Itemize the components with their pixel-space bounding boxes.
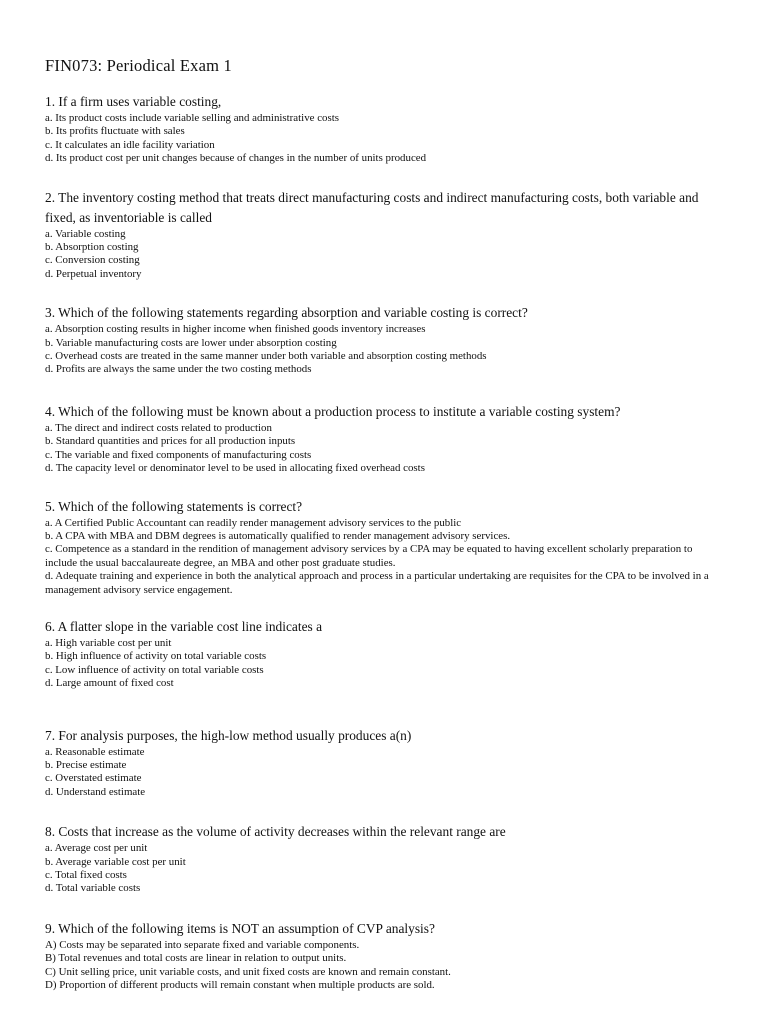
option-b: b. Precise estimate [45, 758, 127, 771]
option-a: a. Variable costing [45, 227, 126, 240]
option-list [45, 517, 728, 597]
option-c: c. Low influence of activity on total variable costs [45, 663, 264, 676]
option-d: d. Total variable costs [45, 882, 141, 895]
option-list [45, 323, 728, 377]
question-6 [45, 617, 728, 691]
question-text: 5. Which of the following statements is correct? [45, 498, 303, 514]
option-b: b. Its profits fluctuate with sales [45, 125, 185, 138]
option-list [45, 422, 728, 476]
option-list [45, 939, 728, 993]
option-b: b. High influence of activity on total variable costs [45, 650, 267, 663]
option-a: a. Average cost per unit [45, 842, 148, 855]
option-list [45, 228, 728, 282]
option-d: d. Profits are always the same under the two costing methods [45, 363, 312, 376]
question-9 [45, 919, 728, 993]
option-list [45, 842, 728, 896]
option-a: a. A Certified Public Accountant can readily render management advisory services to the public [45, 516, 462, 529]
option-c: c. Overstated estimate [45, 772, 142, 785]
option-b: b. Absorption costing [45, 241, 139, 254]
option-c: c. The variable and fixed components of manufacturing costs [45, 448, 312, 461]
question-2 [45, 188, 728, 282]
option-list [45, 746, 728, 800]
question-text: 1. If a firm uses variable costing, [45, 94, 222, 109]
question-text: 3. Which of the following statements regarding absorption and variable costing is correct? [45, 305, 528, 321]
question-7 [45, 726, 728, 800]
option-a: A) Costs may be separated into separate fixed and variable components. [45, 938, 360, 951]
option-d: d. Large amount of fixed cost [45, 677, 174, 690]
option-c: c. It calculates an idle facility variation [45, 138, 215, 151]
option-b: b. Average variable cost per unit [45, 855, 186, 868]
question-text: 7. For analysis purposes, the high-low method usually produces a(n) [45, 727, 412, 743]
option-a: a. Absorption costing results in higher income when finished goods inventory increases [45, 323, 426, 336]
option-c: c. Total fixed costs [45, 869, 127, 881]
option-b: b. Standard quantities and prices for all production inputs [45, 435, 296, 448]
option-a: a. High variable cost per unit [45, 636, 172, 649]
option-d: D) Proportion of different products will remain constant when multiple products are sold. [45, 979, 435, 992]
exam-title: FIN073: Periodical Exam 1 [45, 56, 232, 75]
question-1 [45, 92, 728, 166]
option-list [45, 637, 728, 691]
question-text: 8. Costs that increase as the volume of activity decreases within the relevant range are [45, 824, 506, 840]
option-b: B) Total revenues and total costs are linear in relation to output units. [45, 952, 347, 965]
question-4 [45, 402, 728, 476]
option-c: c. Overhead costs are treated in the same manner under both variable and absorption costing methods [45, 350, 487, 363]
option-b: b. A CPA with MBA and DBM degrees is automatically qualified to render management advisory services. [45, 529, 511, 542]
question-3 [45, 303, 728, 377]
option-d: d. Adequate training and experience in both the analytical approach and process in a particular undertaking are requisites for the CPA to be involved in a management advisory service engagement. [45, 570, 709, 596]
option-a: a. Reasonable estimate [45, 745, 145, 758]
option-list [45, 112, 728, 166]
option-b: b. Variable manufacturing costs are lower under absorption costing [45, 336, 337, 349]
question-8 [45, 822, 728, 896]
question-5 [45, 497, 728, 597]
question-text: 9. Which of the following items is NOT an assumption of CVP analysis? [45, 920, 435, 936]
option-c: C) Unit selling price, unit variable costs, and unit fixed costs are known and remain constant. [45, 965, 451, 978]
option-c: c. Competence as a standard in the rendition of management advisory services by a CPA may be equated to having excellent scholarly preparation to include the usual baccalaureate degree, an MBA and other post graduate studies. [45, 543, 693, 569]
question-text: 4. Which of the following must be known about a production process to institute a variable costing system? [45, 403, 621, 419]
option-a: a. Its product costs include variable selling and administrative costs [45, 112, 339, 124]
option-c: c. Conversion costing [45, 254, 140, 267]
question-text: 2. The inventory costing method that treats direct manufacturing costs and indirect manufacturing costs, both variable and fixed, as inventoriable is called [45, 189, 699, 225]
option-a: a. The direct and indirect costs related to production [45, 421, 272, 434]
option-d: d. Understand estimate [45, 785, 146, 798]
question-text: 6. A flatter slope in the variable cost line indicates a [45, 618, 323, 634]
option-d: d. Perpetual inventory [45, 267, 142, 280]
option-d: d. The capacity level or denominator level to be used in allocating fixed overhead costs [45, 462, 425, 475]
option-d: d. Its product cost per unit changes because of changes in the number of units produced [45, 152, 427, 165]
